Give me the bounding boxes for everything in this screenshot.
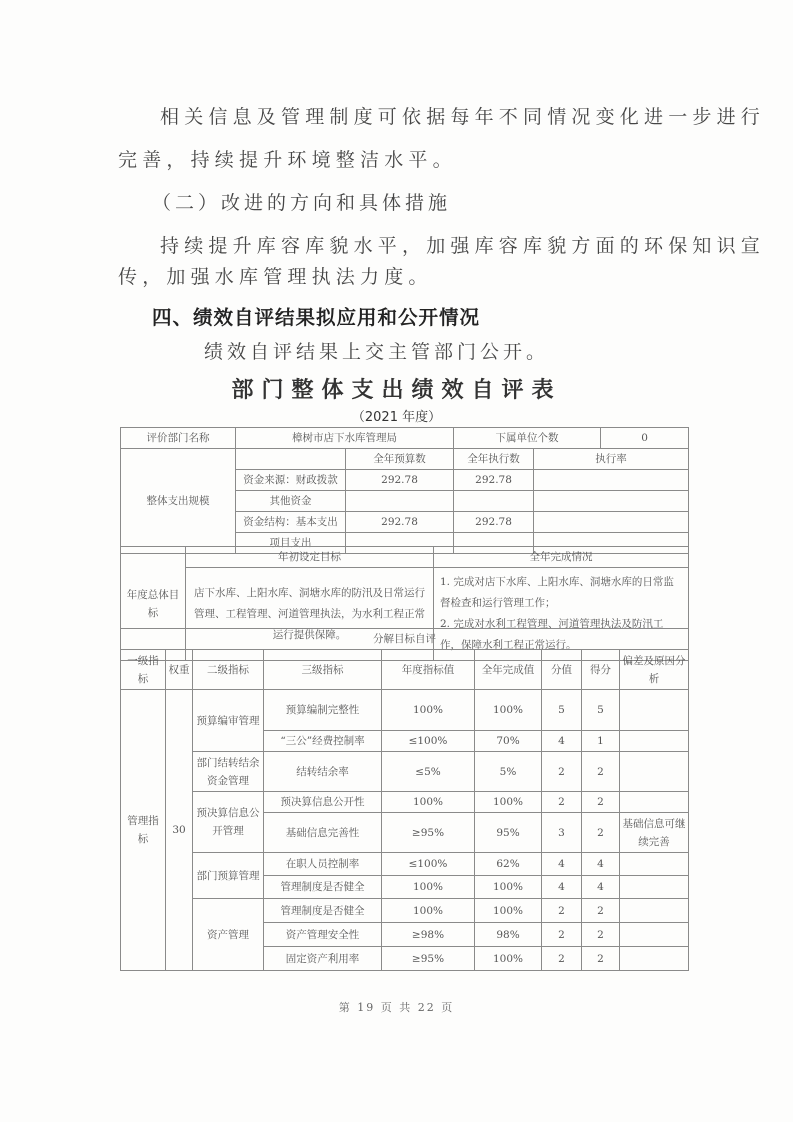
deviation-note [620, 792, 689, 813]
target-value: 100% [382, 690, 475, 731]
deviation-note [620, 752, 689, 792]
scale-budget: 292.78 [346, 470, 454, 491]
deviation-note [620, 899, 689, 923]
scale-item: 资金结构：基本支出 [236, 512, 346, 533]
score-value: 4 [582, 853, 620, 876]
score-value: 2 [582, 792, 620, 813]
dept-row [121, 428, 689, 449]
deviation-note [620, 876, 689, 899]
actual-value: 62% [475, 853, 542, 876]
target-value: 100% [382, 899, 475, 923]
scale-budget [346, 491, 454, 512]
form-year: （2021 年度） [351, 410, 442, 425]
breakdown-table [120, 628, 689, 971]
table-row [121, 690, 689, 731]
section-heading: 四、绩效自评结果拟应用和公开情况 [152, 306, 481, 329]
scale-header-row [121, 449, 689, 470]
table-row [121, 752, 689, 792]
blank-cell [236, 449, 346, 470]
header-level1: 一级指标 [121, 650, 166, 690]
deviation-note [620, 947, 689, 971]
actual-value: 5% [475, 752, 542, 792]
table-row [121, 792, 689, 813]
target-value: ≤5% [382, 752, 475, 792]
scale-executed [454, 491, 534, 512]
level2-indicator: 部门结转结余资金管理 [193, 752, 264, 792]
scale-label: 整体支出规模 [121, 449, 236, 554]
paragraph-line: 相关信息及管理制度可依据每年不同情况变化进一步进行 [160, 106, 766, 128]
level3-indicator: 管理制度是否健全 [264, 876, 382, 899]
level3-indicator: 预决算信息公开性 [264, 792, 382, 813]
col-completion: 全年完成情况 [434, 547, 689, 568]
scale-executed: 292.78 [454, 470, 534, 491]
level1-indicator: 管理指标 [121, 690, 166, 971]
header-weight: 权重 [166, 650, 193, 690]
score-value: 2 [582, 899, 620, 923]
scale-item: 资金来源：财政拨款 [236, 470, 346, 491]
scale-rate [534, 470, 689, 491]
completion-item-1: 1. 完成对店下水库、上阳水库、洞塘水库的日常监督检查和运行管理工作； [440, 576, 674, 609]
points-value: 2 [542, 947, 582, 971]
breakdown-header-row [121, 650, 689, 690]
score-value: 2 [582, 947, 620, 971]
level3-indicator: 在职人员控制率 [264, 853, 382, 876]
scale-executed: 292.78 [454, 512, 534, 533]
target-value: 100% [382, 876, 475, 899]
form-title: 部门整体支出绩效自评表 [231, 377, 562, 403]
scale-item: 其他资金 [236, 491, 346, 512]
paragraph-line: 持续提升库容库貌水平，加强库容库貌方面的环保知识宣 [160, 235, 766, 257]
points-value: 4 [542, 876, 582, 899]
weight-value: 30 [166, 690, 193, 971]
level2-indicator: 预算编审管理 [193, 690, 264, 752]
breakdown-title-row [121, 629, 689, 650]
actual-value: 70% [475, 731, 542, 752]
paragraph-line: 绩效自评结果上交主管部门公开。 [204, 341, 550, 363]
goal-header-row [121, 547, 689, 568]
header-level3: 三级指标 [264, 650, 382, 690]
col-rate: 执行率 [534, 449, 689, 470]
sub-units-label: 下属单位个数 [454, 428, 601, 449]
table-row [121, 899, 689, 923]
header-points: 分值 [542, 650, 582, 690]
points-value: 2 [542, 792, 582, 813]
scale-budget: 292.78 [346, 512, 454, 533]
actual-value: 100% [475, 899, 542, 923]
score-value: 1 [582, 731, 620, 752]
level3-indicator: 预算编制完整性 [264, 690, 382, 731]
target-value: ≤100% [382, 731, 475, 752]
header-actual: 全年完成值 [475, 650, 542, 690]
level3-indicator: “三公”经费控制率 [264, 731, 382, 752]
deviation-note [620, 853, 689, 876]
score-value: 5 [582, 690, 620, 731]
paragraph-line: 传，加强水库管理执法力度。 [118, 266, 433, 288]
points-value: 3 [542, 813, 582, 853]
scale-rate [534, 491, 689, 512]
score-value: 2 [582, 813, 620, 853]
actual-value: 95% [475, 813, 542, 853]
dept-name: 樟树市店下水库管理局 [236, 428, 454, 449]
level2-indicator: 预决算信息公开管理 [193, 792, 264, 853]
score-value: 2 [582, 752, 620, 792]
score-value: 2 [582, 923, 620, 947]
scale-item: 项目支出 [236, 533, 346, 554]
points-value: 4 [542, 731, 582, 752]
actual-value: 100% [475, 876, 542, 899]
level3-indicator: 基础信息完善性 [264, 813, 382, 853]
target-value: ≥95% [382, 813, 475, 853]
dept-label: 评价部门名称 [121, 428, 236, 449]
points-value: 2 [542, 923, 582, 947]
scale-rate [534, 512, 689, 533]
deviation-note: 基础信息可继续完善 [620, 813, 689, 853]
header-level2: 二级指标 [193, 650, 264, 690]
target-value: 100% [382, 792, 475, 813]
sub-units-value: 0 [601, 428, 689, 449]
table-row [121, 853, 689, 876]
col-budget: 全年预算数 [346, 449, 454, 470]
header-score: 得分 [582, 650, 620, 690]
level2-indicator: 部门预算管理 [193, 853, 264, 899]
level3-indicator: 管理制度是否健全 [264, 899, 382, 923]
page-number: 第 19 页 共 22 页 [338, 1001, 455, 1014]
level3-indicator: 结转结余率 [264, 752, 382, 792]
subheading: （二）改进的方向和具体措施 [152, 192, 452, 214]
level3-indicator: 固定资产利用率 [264, 947, 382, 971]
annual-goal-label: 年度总体目标 [121, 547, 186, 661]
points-value: 2 [542, 899, 582, 923]
actual-value: 100% [475, 947, 542, 971]
deviation-note [620, 731, 689, 752]
target-value: ≥98% [382, 923, 475, 947]
overview-table [120, 427, 689, 554]
score-value: 4 [582, 876, 620, 899]
actual-value: 98% [475, 923, 542, 947]
deviation-note [620, 923, 689, 947]
points-value: 2 [542, 752, 582, 792]
col-set-target: 年初设定目标 [186, 547, 434, 568]
actual-value: 100% [475, 792, 542, 813]
target-value: ≥95% [382, 947, 475, 971]
level2-indicator: 资产管理 [193, 899, 264, 971]
target-value: ≤100% [382, 853, 475, 876]
breakdown-title: 分解目标自评 [121, 629, 689, 650]
set-target-text: 店下水库、上阳水库、洞塘水库的防汛及日常运行管理、工程管理、河道管理执法，为水利工程正常运行提供保障。 [186, 568, 434, 661]
header-deviation: 偏差及原因分析 [620, 650, 689, 690]
points-value: 4 [542, 853, 582, 876]
col-executed: 全年执行数 [454, 449, 534, 470]
paragraph-line: 完善，持续提升环境整洁水平。 [118, 149, 457, 171]
actual-value: 100% [475, 690, 542, 731]
deviation-note [620, 690, 689, 731]
header-target: 年度指标值 [382, 650, 475, 690]
level3-indicator: 资产管理安全性 [264, 923, 382, 947]
completion-item-2: 2. 完成对水利工程管理、河道管理执法及防汛工作，保障水利工程正常运行。 [440, 618, 664, 651]
points-value: 5 [542, 690, 582, 731]
